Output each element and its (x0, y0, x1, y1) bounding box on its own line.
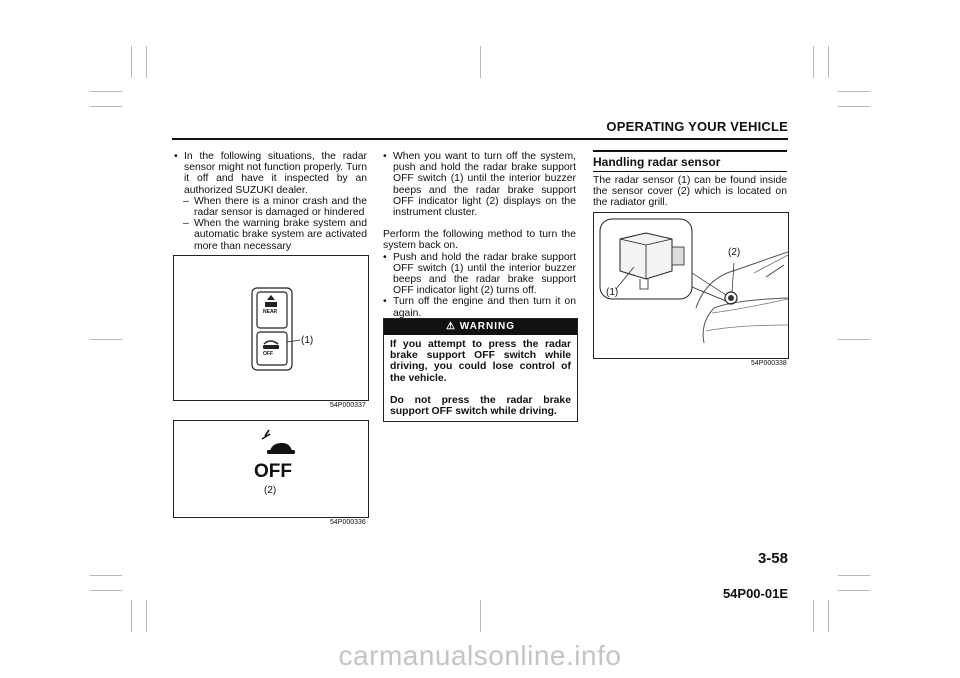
crop-mark (828, 600, 829, 632)
warning-paragraph: If you attempt to press the radar brake support OFF switch while driving, you could lose control of the vehicle. (390, 339, 571, 384)
crop-mark (838, 91, 870, 92)
vehicle-front-illustration (594, 213, 788, 358)
column-3 (593, 175, 787, 209)
figure-switch (173, 255, 369, 401)
figure-radar-sensor (593, 212, 789, 359)
column-1 (174, 151, 367, 252)
crop-mark (813, 600, 814, 632)
section-heading: Handling radar sensor (593, 155, 721, 169)
switch-illustration (174, 256, 368, 400)
bullet-item: • Turn off the engine and then turn it on again. (383, 296, 576, 318)
car-radar-icon (174, 421, 368, 461)
document-code: 54P00-01E (722, 586, 788, 601)
callout-2: (2) (264, 485, 277, 496)
section-rule-top (593, 150, 787, 152)
warning-header (384, 319, 577, 335)
bullet-item: • When you want to turn off the system, push and hold the radar brake support OFF switch (1) until the interior buzzer beeps and the radar brake support OFF indicator light (2) displays on the instrument cluster. (383, 151, 576, 218)
section-title: OPERATING YOUR VEHICLE (606, 119, 788, 134)
warning-body (384, 335, 577, 417)
callout-2: (2) (728, 247, 741, 258)
crop-mark (90, 590, 122, 591)
indicator-off-text: OFF (254, 461, 292, 482)
crop-mark (828, 46, 829, 78)
dash-item: – When there is a minor crash and the radar sensor is damaged or hindered (174, 196, 367, 218)
crop-mark (131, 46, 132, 78)
callout-1: (1) (606, 287, 619, 298)
crop-mark (480, 600, 481, 632)
warning-triangle-icon: ⚠ (445, 321, 456, 332)
figure-code: 54P000337 (330, 402, 366, 409)
paragraph: The radar sensor (1) can be found inside the sensor cover (2) which is located on the radiator grill. (593, 175, 787, 209)
figure-indicator (173, 420, 369, 518)
crop-mark (131, 600, 132, 632)
paragraph: Perform the following method to turn the system back on. (383, 229, 576, 252)
switch-upper-label: NEAR (263, 309, 278, 315)
crop-mark (90, 575, 122, 576)
crop-mark (838, 339, 870, 340)
watermark: carmanualsonline.info (338, 640, 622, 671)
warning-heading: WARNING (459, 321, 516, 332)
callout-1: (1) (301, 335, 314, 346)
crop-mark (838, 590, 870, 591)
crop-mark (90, 339, 122, 340)
warning-paragraph: Do not press the radar brake support OFF switch while driving. (390, 394, 571, 418)
bullet-item: • Push and hold the radar brake support OFF switch (1) until the interior buzzer beeps and the radar brake support OFF indicator light (2) turns off. (383, 252, 576, 297)
figure-code: 54P000336 (330, 519, 366, 526)
header-rule (172, 138, 788, 140)
dash-item: – When the warning brake system and automatic brake system are activated more than necessary (174, 218, 367, 252)
warning-box (383, 318, 578, 422)
column-2 (383, 151, 576, 319)
crop-mark (146, 46, 147, 78)
crop-mark (813, 46, 814, 78)
section-rule-bottom (593, 171, 787, 172)
crop-mark (146, 600, 147, 632)
crop-mark (838, 106, 870, 107)
crop-mark (90, 106, 122, 107)
crop-mark (90, 91, 122, 92)
figure-code: 54P000338 (751, 360, 787, 367)
page-number: 3-58 (757, 550, 788, 567)
switch-lower-label: OFF (263, 351, 273, 357)
crop-mark (838, 575, 870, 576)
bullet-item: • In the following situations, the radar sensor might not function properly. Turn it off and have it inspected by an authorized SUZUKI dealer. (174, 151, 367, 196)
crop-mark (480, 46, 481, 78)
